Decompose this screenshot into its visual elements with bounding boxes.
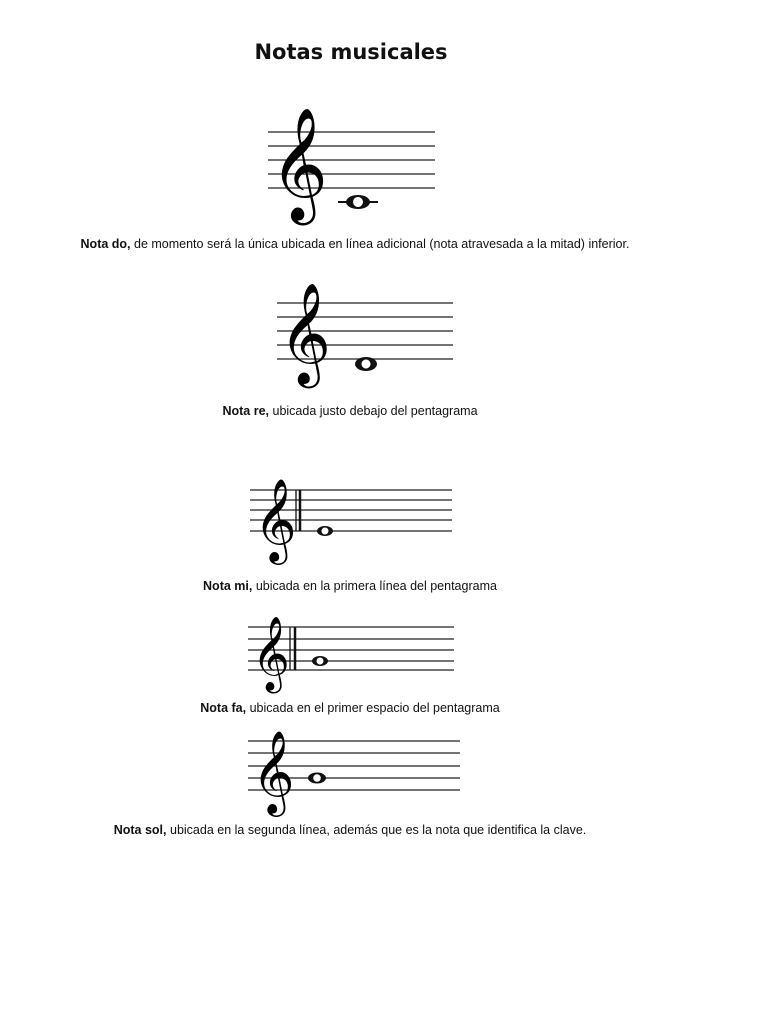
whole-note-icon: [308, 773, 326, 784]
page-title: Notas musicales: [254, 40, 448, 64]
staff-fa: [246, 615, 461, 690]
caption-re: [150, 402, 550, 421]
caption-text: ubicada en la primera línea del pentagrama: [252, 579, 497, 593]
caption-label: Nota re,: [222, 404, 270, 418]
caption-text: ubicada en la segunda línea, además que es la nota que identifica la clave.: [166, 823, 587, 837]
whole-note-icon: [355, 357, 377, 371]
caption-label: Nota do,: [80, 237, 131, 251]
caption-do: [80, 235, 630, 254]
caption-label: Nota mi,: [203, 579, 253, 593]
treble-clef-icon: 𝄞: [252, 729, 295, 813]
caption-sol: [60, 821, 640, 840]
staff-mi: [248, 470, 458, 560]
treble-clef-icon: 𝄞: [252, 617, 290, 691]
caption-text: ubicada en el primer espacio del pentagrama: [246, 701, 500, 715]
staff-do: [262, 100, 442, 221]
treble-clef-icon: 𝄞: [279, 281, 332, 384]
caption-label: Nota fa,: [200, 701, 247, 715]
treble-clef-icon: 𝄞: [270, 107, 328, 221]
treble-clef-icon: 𝄞: [254, 477, 297, 561]
whole-note-icon: [346, 195, 370, 209]
caption-text: ubicada justo debajo del pentagrama: [269, 404, 478, 418]
caption-label: Nota sol,: [113, 823, 167, 837]
caption-fa: [140, 699, 560, 718]
staff-re: [275, 275, 460, 385]
caption-mi: [140, 577, 560, 596]
whole-note-icon: [312, 656, 328, 666]
caption-text: de momento será la única ubicada en línea adicional (nota atravesada a la mitad) inferior.: [130, 237, 630, 251]
staff-sol: [246, 728, 466, 813]
whole-note-icon: [317, 526, 333, 536]
